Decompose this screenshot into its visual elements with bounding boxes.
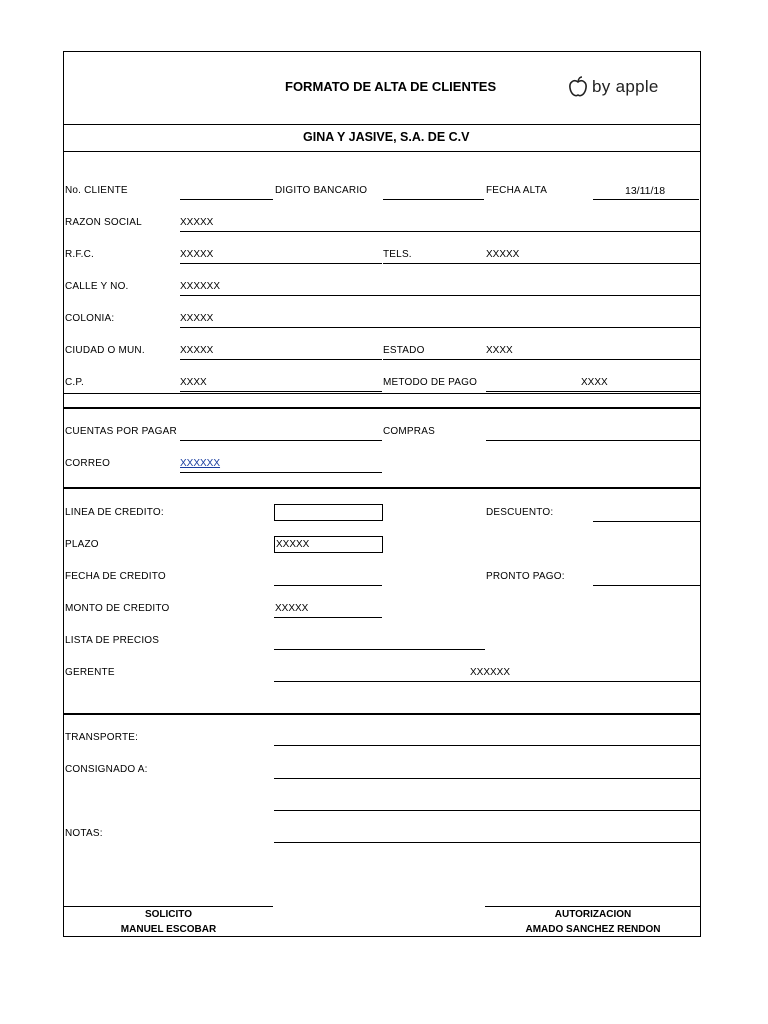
cuentas-por-pagar-label: CUENTAS POR PAGAR: [65, 426, 177, 437]
gerente-value[interactable]: XXXXXX: [470, 667, 511, 678]
monto-credito-field: [274, 617, 382, 618]
metodo-pago-field: [486, 391, 701, 392]
compras-field[interactable]: [486, 440, 701, 441]
estado-value[interactable]: XXXX: [486, 345, 513, 356]
razon-social-label: RAZON SOCIAL: [65, 217, 142, 228]
section-divider: [64, 713, 700, 715]
calle-value[interactable]: XXXXXX: [180, 281, 221, 292]
autorizacion-signature-line[interactable]: [485, 906, 701, 907]
fecha-alta-value[interactable]: 13/11/18: [625, 185, 666, 197]
pronto-pago-label: PRONTO PAGO:: [486, 571, 565, 582]
apple-icon: [568, 76, 588, 98]
section-divider: [64, 487, 700, 489]
ciudad-value[interactable]: XXXXX: [180, 345, 214, 356]
form-title: FORMATO DE ALTA DE CLIENTES: [285, 79, 497, 94]
transporte-label: TRANSPORTE:: [65, 732, 139, 743]
cp-value[interactable]: XXXX: [180, 377, 207, 388]
compras-label: COMPRAS: [383, 426, 435, 437]
consignado-field-2[interactable]: [274, 810, 701, 811]
consignado-field[interactable]: [274, 778, 701, 779]
autorizacion-label: AUTORIZACION: [554, 909, 632, 920]
no-cliente-field[interactable]: [180, 199, 273, 200]
estado-label: ESTADO: [383, 345, 425, 356]
calle-field: [180, 295, 701, 296]
no-cliente-label: No. CLIENTE: [65, 185, 128, 196]
section-divider: [64, 407, 700, 409]
metodo-pago-label: METODO DE PAGO: [383, 377, 478, 388]
plazo-input[interactable]: [274, 536, 383, 553]
fecha-alta-label: FECHA ALTA: [486, 185, 548, 196]
tels-field: [383, 263, 701, 264]
divider: [64, 393, 700, 394]
fecha-credito-field[interactable]: [274, 585, 382, 586]
autorizacion-name: AMADO SANCHEZ RENDON: [525, 924, 661, 935]
fecha-credito-label: FECHA DE CREDITO: [65, 571, 166, 582]
plazo-label: PLAZO: [65, 539, 99, 550]
cp-field: [180, 391, 382, 392]
plazo-value: XXXXX: [276, 539, 310, 550]
razon-social-value[interactable]: XXXXX: [180, 217, 214, 228]
gerente-field: [274, 681, 701, 682]
tels-value[interactable]: XXXXX: [486, 249, 520, 260]
lista-precios-label: LISTA DE PRECIOS: [65, 635, 160, 646]
client-registration-form: [63, 51, 701, 937]
monto-credito-value[interactable]: XXXXX: [275, 603, 309, 614]
descuento-label: DESCUENTO:: [486, 507, 554, 518]
consignado-label: CONSIGNADO A:: [65, 764, 148, 775]
correo-link[interactable]: XXXXXX: [180, 458, 221, 469]
lista-precios-field[interactable]: [274, 649, 485, 650]
linea-credito-input[interactable]: [274, 504, 383, 521]
colonia-label: COLONIA:: [65, 313, 115, 324]
correo-field: [180, 472, 382, 473]
colonia-value[interactable]: XXXXX: [180, 313, 214, 324]
ciudad-label: CIUDAD O MUN.: [65, 345, 145, 356]
rfc-value[interactable]: XXXXX: [180, 249, 214, 260]
company-name: GINA Y JASIVE, S.A. DE C.V: [303, 130, 470, 144]
transporte-field[interactable]: [274, 745, 701, 746]
rfc-label: R.F.C.: [65, 249, 94, 260]
digito-bancario-label: DIGITO BANCARIO: [275, 185, 368, 196]
digito-bancario-field[interactable]: [383, 199, 484, 200]
correo-label: CORREO: [65, 458, 111, 469]
cuentas-por-pagar-field[interactable]: [180, 440, 382, 441]
solicito-signature-line[interactable]: [64, 906, 273, 907]
divider: [64, 124, 700, 125]
solicito-name: MANUEL ESCOBAR: [120, 924, 217, 935]
monto-credito-label: MONTO DE CREDITO: [65, 603, 170, 614]
solicito-label: SOLICITO: [144, 909, 193, 920]
linea-credito-label: LINEA DE CREDITO:: [65, 507, 164, 518]
colonia-field: [180, 327, 701, 328]
divider: [64, 151, 700, 152]
estado-field: [383, 359, 701, 360]
gerente-label: GERENTE: [65, 667, 115, 678]
calle-label: CALLE Y NO.: [65, 281, 129, 292]
ciudad-field: [180, 359, 382, 360]
notas-label: NOTAS:: [65, 828, 103, 839]
tels-label: TELS.: [383, 249, 412, 260]
pronto-pago-field[interactable]: [593, 585, 701, 586]
razon-social-field: [180, 231, 701, 232]
notas-field[interactable]: [274, 842, 701, 843]
descuento-field[interactable]: [593, 521, 701, 522]
fecha-alta-field: [593, 199, 699, 200]
rfc-field: [180, 263, 382, 264]
metodo-pago-value[interactable]: XXXX: [581, 377, 608, 388]
cp-label: C.P.: [65, 377, 84, 388]
logo-text: by apple: [592, 77, 659, 96]
brand-logo: [568, 76, 659, 98]
